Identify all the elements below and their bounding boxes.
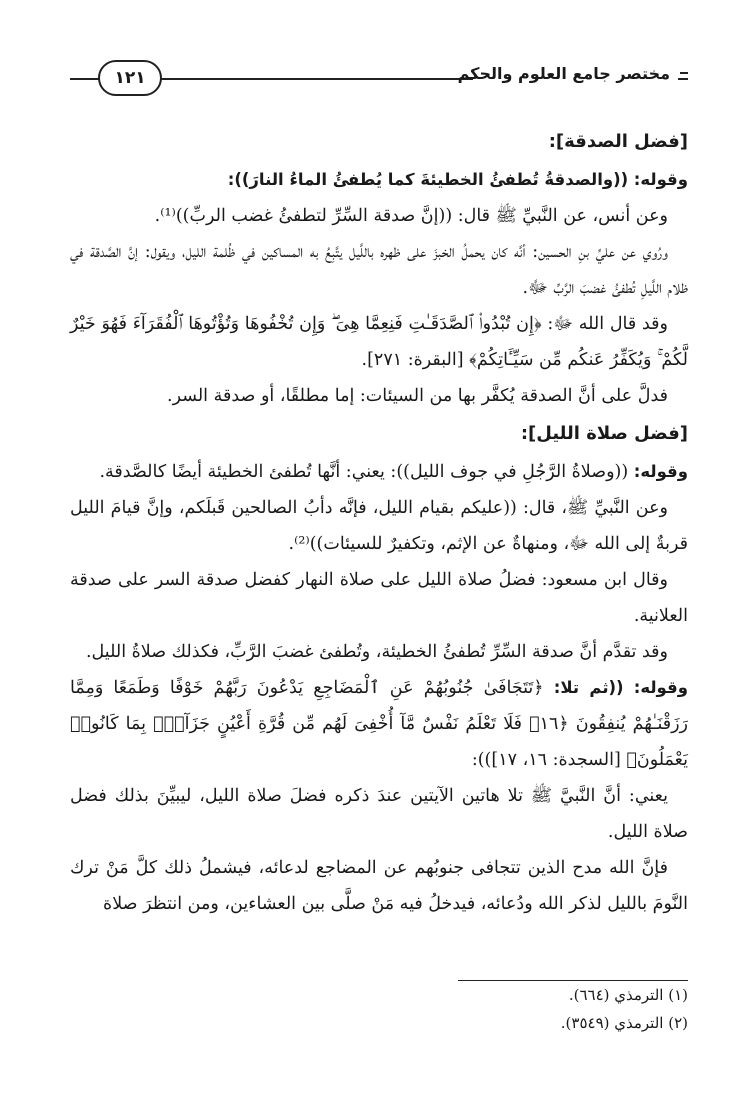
footnotes xyxy=(70,980,688,1037)
page-header xyxy=(70,60,688,100)
quran-intro: وقد قال الله ﷻ: xyxy=(547,314,668,334)
footnote: (٢) الترمذي (٣٥٤٩). xyxy=(560,1014,688,1032)
paragraph xyxy=(70,162,688,198)
paragraph: وعن النَّبيِّ ﷺ، قال: ((عليكم بقيام الليل، فإنَّه دأبُ الصالحين قَبلَكم، وإنَّ قيامَ الليل قربةٌ إلى الله ﷻ، ومنهاةٌ عن الإثم، وتكفيرٌ للسيئات))⁽²⁾. xyxy=(70,498,688,554)
page xyxy=(70,60,688,922)
paragraph: وقد تقدَّم أنَّ صدقة السِّرِّ تُطفئُ الخطيئة، وتُطفئ غضبَ الرَّبِّ، فكذلك صلاةُ الليل. xyxy=(85,642,668,662)
paragraph xyxy=(70,306,688,378)
paragraph: وقال ابن مسعود: فضلُ صلاة الليل على صلاة النهار كفضل صدقة السر على صدقة العلانية. xyxy=(70,570,688,626)
paragraph: فإنَّ الله مدح الذين تتجافى جنوبُهم عن المضاجع لدعائه، فيشملُ ذلك كلَّ مَنْ ترك النَّومَ بالليل لذكر الله ودُعائه، فيدخلُ فيه مَنْ صلَّى بين العشاءين، ومن انتظرَ صلاة xyxy=(70,858,688,914)
body-text xyxy=(70,122,688,922)
paragraph: فدلَّ على أنَّ الصدقة يُكفَّر بها من السيئات: إما مطلقًا، أو صدقة السر. xyxy=(167,386,668,406)
quote-label: وقوله: xyxy=(633,462,688,481)
paragraph xyxy=(70,670,688,778)
section-heading-charity: [فضل الصدقة]: xyxy=(548,131,688,152)
page-number: ١٢١ xyxy=(98,60,162,96)
paragraph: ورُوي عن عليِّ بنِ الحسين: أنَّه كان يحملُ الخبزَ على ظهره باللَّيل يتَّبِعُ به المساكين في ظُلمة الليل، ويقول: إنَّ الصَّدقة في ظلام اللَّيلِ تُطفئُ غضبَ الرَّبِّ ﷻ. xyxy=(70,242,688,298)
quote-label: وقوله: xyxy=(633,170,688,189)
quote-label: وقوله: xyxy=(633,678,688,697)
book-title: مختصر جامع العلوم والحكم xyxy=(457,64,670,83)
hadith-quote: ((والصدقةُ تُطفئُ الخطيئةَ كما يُطفئُ الماءُ النارَ)): xyxy=(227,170,629,189)
quran-intro: ((ثم تلا: xyxy=(553,678,624,697)
paragraph xyxy=(70,454,688,490)
quran-reference: [السجدة: ١٦، ١٧])): xyxy=(471,750,621,770)
section-heading-night-prayer: [فضل صلاة الليل]: xyxy=(520,423,688,444)
quran-reference: [البقرة: ٢٧١]. xyxy=(361,350,464,370)
header-tick xyxy=(680,72,688,74)
quran-verse: ﴿إِن تُبْدُوا۟ ٱلصَّدَقَـٰتِ فَنِعِمَّا هِىَ ۖ وَإِن تُخْفُوهَا وَتُؤْتُوهَا ٱلْفُقَرَآءَ فَهُوَ خَيْرٌ لَّكُمْ ۚ وَيُكَفِّرُ عَنكُم مِّن سَيِّـَٔاتِكُمْ﴾ xyxy=(70,314,688,370)
hadith-quote: ((وصلاةُ الرَّجُلِ في جوف الليل)): يعني: أنَّها تُطفئ الخطيئة أيضًا كالصَّدقة. xyxy=(99,462,629,482)
paragraph: يعني: أنَّ النَّبيَّ ﷺ تلا هاتين الآيتين عندَ ذكره فضلَ صلاة الليل، ليبيِّنَ بذلك فضل صلاة الليل. xyxy=(70,786,688,842)
quran-verse: ﴿تَتَجَافَىٰ جُنُوبُهُمْ عَنِ ٱلْمَضَاجِعِ يَدْعُونَ رَبَّهُمْ خَوْفًا وَطَمَعًا وَمِمَّا رَزَقْنَـٰهُمْ يُنفِقُونَ ﴿١٦﴾ فَلَا تَعْلَمُ نَفْسٌ مَّآ أُخْفِىَ لَهُم مِّن قُرَّةِ أَعْيُنٍ جَزَآءًۢ بِمَا كَانُوا۟ يَعْمَلُونَ﴾ xyxy=(70,678,688,770)
footnote: (١) الترمذي (٦٦٤). xyxy=(568,986,688,1004)
paragraph: وعن أنس، عن النَّبيِّ ﷺ قال: ((إنَّ صدقة السِّرِّ لتطفئُ غضب الربِّ))⁽¹⁾. xyxy=(154,206,668,226)
footnote-rule xyxy=(458,980,688,981)
